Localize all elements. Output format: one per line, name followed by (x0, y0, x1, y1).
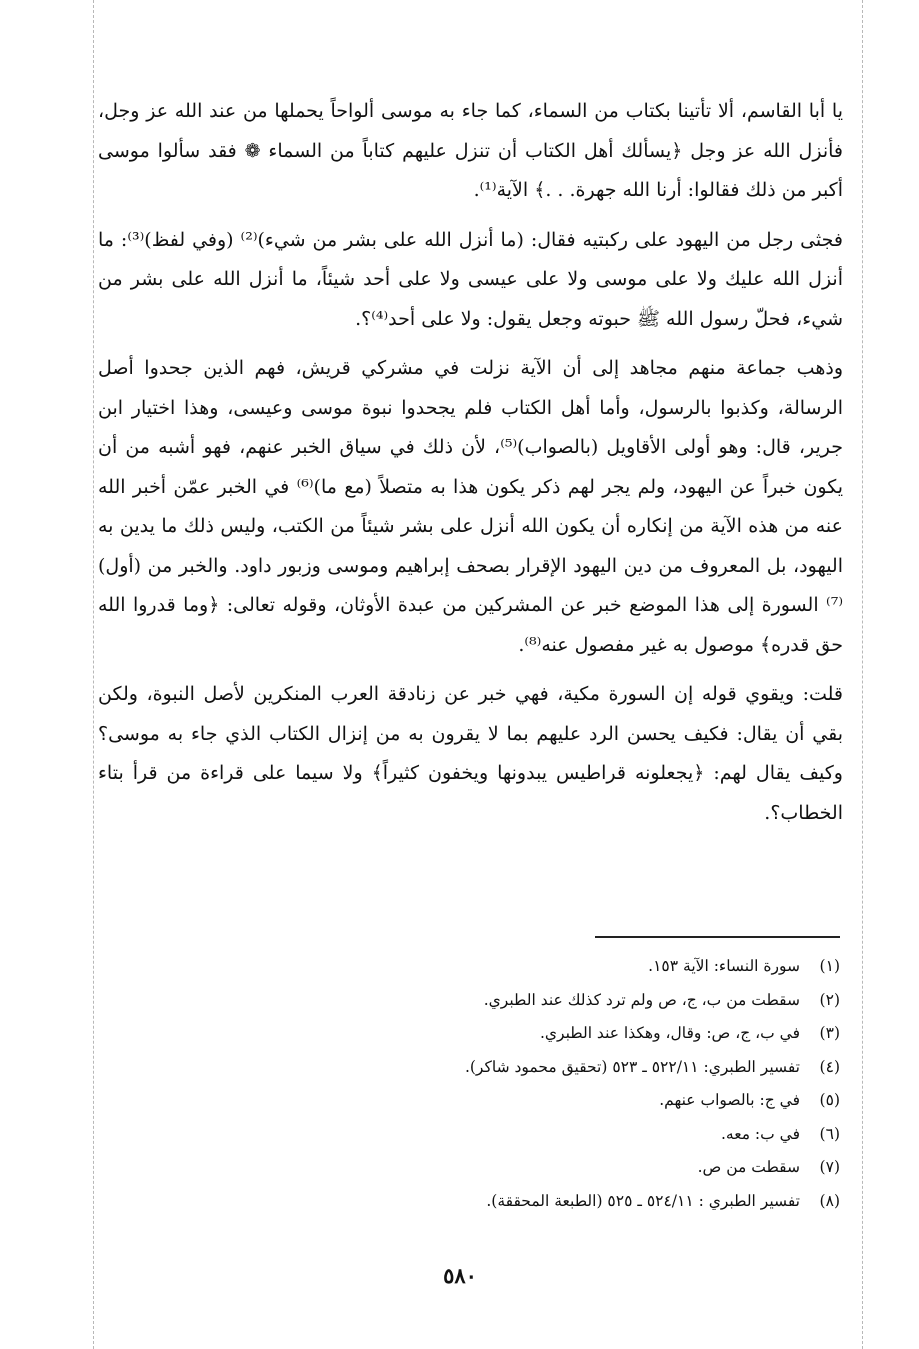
footnote-number: (١) (819, 957, 840, 975)
footnote-number: (٦) (819, 1124, 840, 1143)
footnote-number: (٣) (819, 1024, 840, 1042)
footnote-number: (٤) (819, 1057, 840, 1076)
footnote-number: (٢) (819, 990, 840, 1009)
footnote-number: (٨) (819, 1191, 840, 1210)
body-paragraph: وذهب جماعة منهم مجاهد إلى أن الآية نزلت في مشركي قريش، فهم الذين جحدوا أصل الرسالة، وكذبوا بالرسول، وأما أهل الكتاب فلم يجحدوا نبوة موسى وعيسى، وهذا اختيار ابن جرير، قال: وهو أولى الأقاويل (بالصواب)⁽⁵⁾، لأن ذلك في سياق الخبر عنهم، فهو أشبه من أن يكون خبراً عن اليهود، ولم يجر لهم ذكر يكون هذا به متصلاً (مع ما)⁽⁶⁾ في الخبر عمّن أخبر الله عنه من هذه الآية من إنكاره أن يكون الله أنزل على بشر شيئاً من الكتب، وليس ذلك ما يدين به اليهود، بل المعروف من دين اليهود الإقرار بصحف إبراهيم وموسى وزبور داود. والخبر من (أول)⁽⁷⁾ السورة إلى هذا الموضع خبر عن المشركين من عبدة الأوثان، وقوله تعالى: ﴿وما قدروا الله حق قدره﴾ موصول به غير مفصول عنه⁽⁸⁾. (98, 357, 844, 656)
footnote-text: في ب، ج، ص: وقال، وهكذا عند الطبري. (539, 1024, 800, 1042)
body-paragraph: فجثى رجل من اليهود على ركبتيه فقال: (ما أنزل الله على بشر من شيء)⁽²⁾ (وفي لفظ)⁽³⁾: ما أنزل الله عليك ولا على موسى ولا على عيسى ولا على أحد شيئاً، ما أنزل الله على بشر من شيء، فحلّ رسول الله ﷺ حبوته وجعل يقول: ولا على أحد⁽⁴⁾؟. (98, 228, 843, 330)
footnote-item (300, 1017, 840, 1051)
footnote-number: (٥) (819, 1091, 840, 1109)
body-paragraph: قلت: ويقوي قوله إن السورة مكية، فهي خبر عن زنادقة العرب المنكرين لأصل النبوة، ولكن بقي أن يقال: فكيف يحسن الرد عليهم بما لا يقرون به من إنزال الكتاب الذي جاء به موسى؟ وكيف يقال لهم: ﴿يجعلونه قراطيس يبدونها ويخفون كثيراً﴾ ولا سيما على قراءة من قرأ بتاء الخطاب؟. (98, 683, 843, 824)
footnote-text: سورة النساء: الآية ١٥٣. (648, 957, 800, 975)
footnote-item (300, 1084, 840, 1118)
footnote-text: في ج: بالصواب عنهم. (659, 1091, 800, 1109)
footnote-item (300, 984, 840, 1018)
scan-guide-line-right (862, 0, 863, 1349)
footnote-item (300, 1151, 840, 1185)
page-number: ٥٨٠ (443, 1263, 477, 1288)
footnote-text: سقطت من ب، ج، ص ولم ترد كذلك عند الطبري. (483, 990, 800, 1009)
footnotes-list (300, 950, 840, 1218)
footnote-separator (595, 936, 840, 938)
footnote-item (300, 1118, 840, 1152)
footnote-item (300, 1051, 840, 1085)
footnote-text: في ب: معه. (720, 1124, 800, 1143)
footnote-item (300, 950, 840, 984)
footnote-text: سقطت من ص. (697, 1158, 800, 1176)
footnote-text: تفسير الطبري: ٥٢٢/١١ ـ ٥٢٣ (تحقيق محمود شاكر). (464, 1057, 800, 1076)
footnote-number: (٧) (819, 1158, 840, 1176)
body-paragraph: يا أبا القاسم، ألا تأتينا بكتاب من السماء، كما جاء به موسى ألواحاً يحملها من عند الله عز وجل، فأنزل الله عز وجل ﴿يسألك أهل الكتاب أن تنزل عليهم كتاباً من السماء ❁ فقد سألوا موسى أكبر من ذلك فقالوا: أرنا الله جهرة. . .﴾ الآية⁽¹⁾. (98, 100, 843, 201)
scan-guide-line-left (93, 0, 94, 1349)
footnote-text: تفسير الطبري : ٥٢٤/١١ ـ ٥٢٥ (الطبعة المحققة). (486, 1191, 800, 1210)
footnote-item (300, 1185, 840, 1219)
page-body (98, 92, 843, 843)
